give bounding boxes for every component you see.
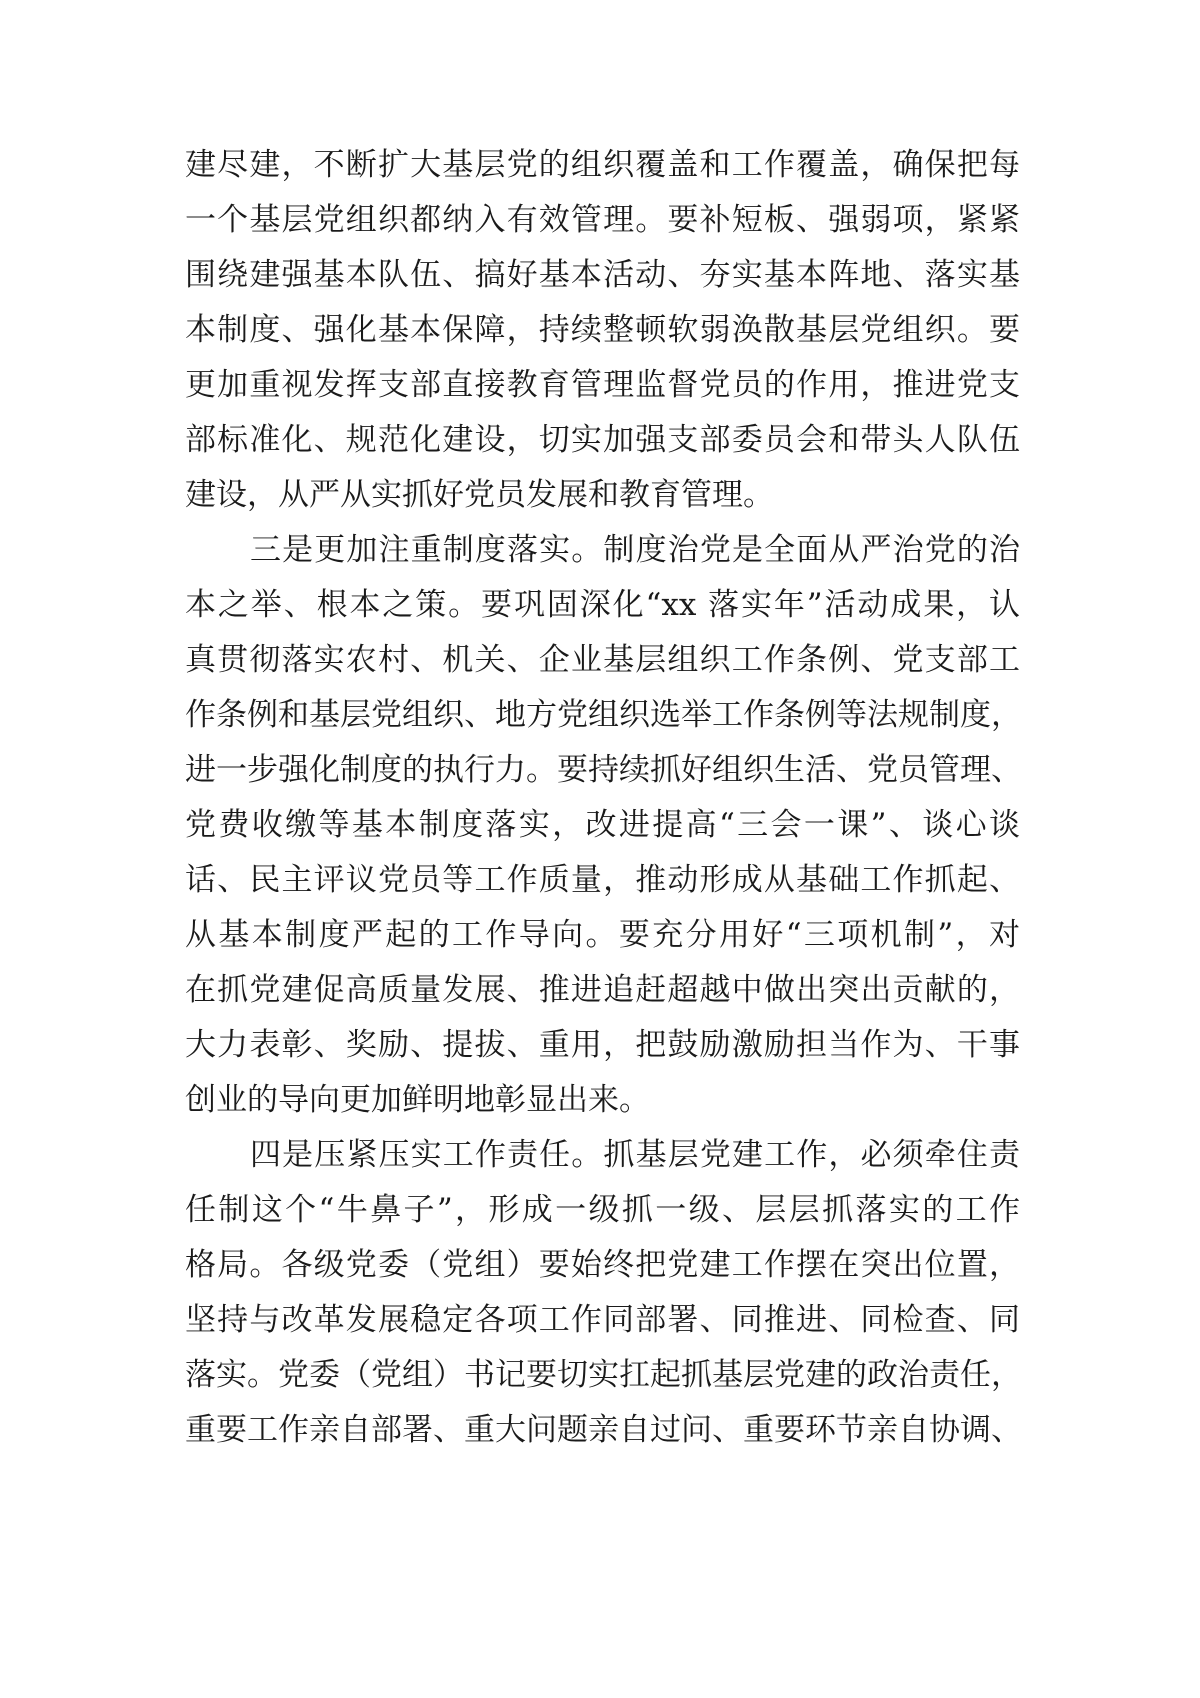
- body-text-line: 创业的导向更加鲜明地彰显出来。: [185, 1082, 650, 1118]
- body-text-line: 围绕建强基本队伍、搞好基本活动、夯实基本阵地、落实基: [185, 257, 1020, 293]
- body-text-line: 真贯彻落实农村、机关、企业基层组织工作条例、党支部工: [185, 642, 1020, 678]
- body-text-line: 建设，从严从实抓好党员发展和教育管理。: [185, 477, 774, 513]
- body-text-line: 大力表彰、奖励、提拔、重用，把鼓励激励担当作为、干事: [185, 1027, 1020, 1063]
- body-text-line: 在抓党建促高质量发展、推进追赶超越中做出突出贡献的，: [185, 972, 1020, 1008]
- body-text-line: 进一步强化制度的执行力。要持续抓好组织生活、党员管理、: [185, 752, 1022, 788]
- body-text-line: 一个基层党组织都纳入有效管理。要补短板、强弱项，紧紧: [185, 202, 1020, 238]
- body-text-line: 重要工作亲自部署、重大问题亲自过问、重要环节亲自协调、: [185, 1412, 1022, 1448]
- body-text-line: 坚持与改革发展稳定各项工作同部署、同推进、同检查、同: [185, 1302, 1020, 1338]
- body-text-line: 更加重视发挥支部直接教育管理监督党员的作用，推进党支: [185, 367, 1020, 403]
- body-text-line: 作条例和基层党组织、地方党组织选举工作条例等法规制度，: [185, 697, 1022, 733]
- body-text-line: 党费收缴等基本制度落实，改进提高“三会一课”、谈心谈: [185, 807, 1020, 843]
- paragraph-heading-line: 三是更加注重制度落实。制度治党是全面从严治党的治: [250, 532, 1020, 568]
- body-text-line: 任制这个“牛鼻子”，形成一级抓一级、层层抓落实的工作: [185, 1192, 1020, 1228]
- body-text-line: 建尽建，不断扩大基层党的组织覆盖和工作覆盖，确保把每: [185, 147, 1020, 183]
- body-text-line: 部标准化、规范化建设，切实加强支部委员会和带头人队伍: [185, 422, 1020, 458]
- body-text-line: 本制度、强化基本保障，持续整顿软弱涣散基层党组织。要: [185, 312, 1020, 348]
- paragraph-heading-line: 四是压紧压实工作责任。抓基层党建工作，必须牵住责: [250, 1137, 1020, 1173]
- body-text-line: 话、民主评议党员等工作质量，推动形成从基础工作抓起、: [185, 862, 1020, 898]
- body-text-line: 从基本制度严起的工作导向。要充分用好“三项机制”，对: [185, 917, 1020, 953]
- body-text-line: 本之举、根本之策。要巩固深化“xx 落实年”活动成果，认: [185, 587, 1020, 623]
- body-text-line: 落实。党委（党组）书记要切实扛起抓基层党建的政治责任，: [185, 1357, 1022, 1393]
- body-text-line: 格局。各级党委（党组）要始终把党建工作摆在突出位置，: [185, 1247, 1020, 1283]
